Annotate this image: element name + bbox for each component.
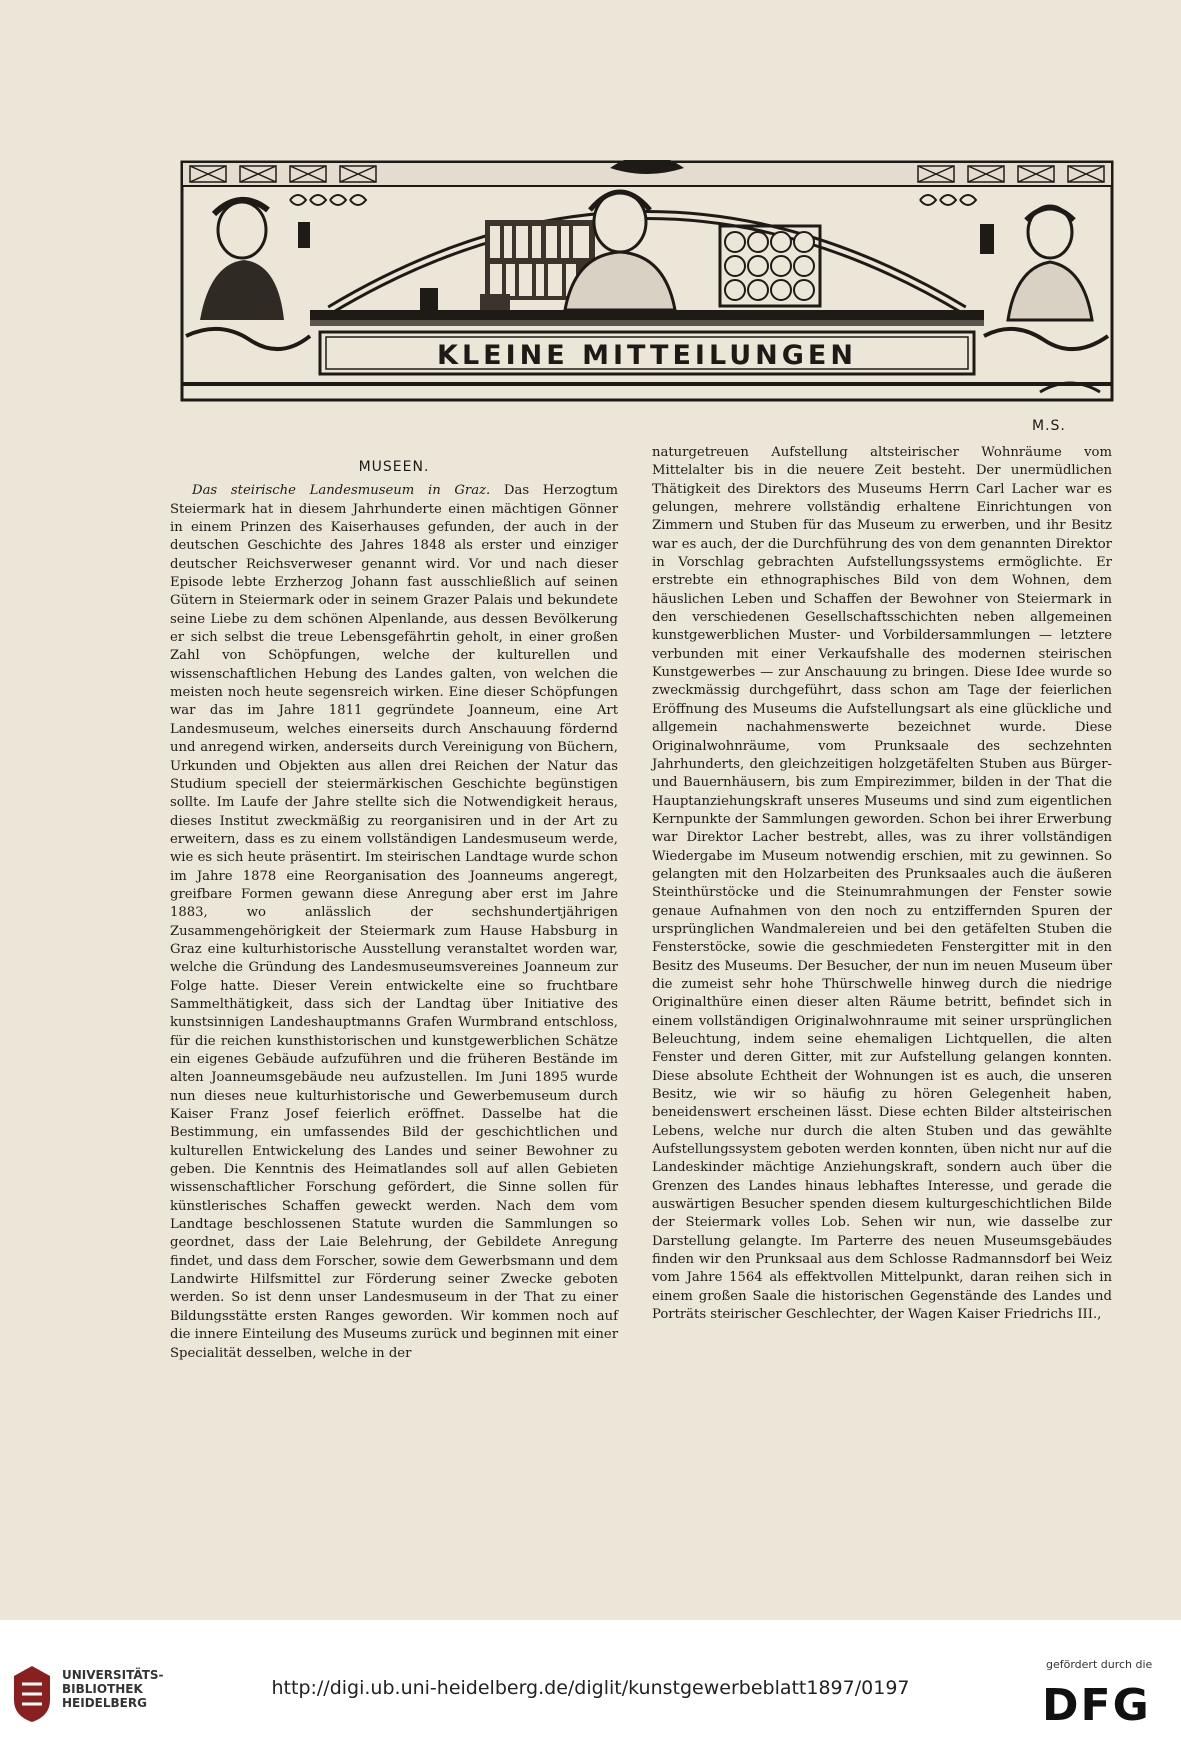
artist-monogram: M.S.	[1032, 418, 1066, 434]
left-column	[170, 446, 618, 1363]
left-column-text	[170, 482, 618, 1363]
left-column-body: Das Herzogtum Steiermark hat in diesem Jahrhunderte einen mächtigen Gönner in einem Prinzen des Kaiserhauses gefunden, der auch in der deutschen Geschichte des Jahres 1848 als erster und einziger deutscher Reichsverweser genannt wird. Vor und nach dieser Episode lebte Erzherzog Johann fast ausschließlich auf seinen Gütern in Steiermark oder in seinem Grazer Palais und bekundete seine Liebe zu dem schönen Alpenlande, aus dessen Bevölkerung er sich selbst die treue Lebensgefährtin geholt, in einer großen Zahl von Schöpfungen, welche der kulturellen und wissenschaftlichen Hebung des Landes galten, von welchen die meisten noch heute segensreich wirken. Eine dieser Schöpfungen war das im Jahre 1811 gegründete Joanneum, eine Art Landesmuseum, welches einerseits durch Anschauung fördernd und anregend wirken, anderseits durch Vereinigung von Büchern, Urkunden und Objekten aus allen drei Reichen der Natur das Studium speciell der steiermärkischen Geschichte begünstigen sollte. Im Laufe der Jahre stellte sich die Notwendigkeit heraus, dieses Institut zweckmäßig zu reorganisiren und in der Art zu erweitern, dass es zu einem vollständigen Landesmuseum werde, wie es sich heute präsentirt. Im steirischen Landtage wurde schon im Jahre 1878 eine Reorganisation des Joanneums angeregt, greifbare Formen gewann diese Anregung aber erst im Jahre 1883, wo anlässlich der sechshundertjährigen Zusammengehörigkeit der Steiermark zum Hause Habsburg in Graz eine kulturhistorische Ausstellung veranstaltet worden war, welche die Gründung des Landesmuseumsvereines Joanneum zur Folge hatte. Dieser Verein entwickelte eine so fruchtbare Sammelthätigkeit, dass sich der Landtag über Initiative des kunstsinnigen Landeshauptmanns Grafen Wurmbrand entschloss, für die reichen kunsthistorischen und kunstgewerblichen Schätze ein eigenes Gebäude aufzuführen und die früheren Bestände im alten Joanneumsgebäude neu aufzustellen. Im Juni 1895 wurde nun dieses neue kulturhistorische und Gewerbemuseum durch Kaiser Franz Josef feierlich eröffnet. Dasselbe hat die Bestimmung, ein umfassendes Bild der geschichtlichen und kulturellen Entwickelung des Landes und seiner Bewohner zu geben. Die Kenntnis des Heimatlandes soll auf allen Gebieten wissenschaftlicher Forschung gefördert, die Sinne sollen für künstlerisches Schaffen geweckt werden. Nach dem vom Landtage beschlossenen Statute wurden die Sammlungen so geordnet, dass der Laie Belehrung, der Gebildete Anregung findet, und dass dem Forscher, sowie dem Gewerbsmann und dem Landwirte Hilfsmittel zur Förderung seiner Zwecke geboten werden. So ist denn unser Landesmuseum in der That zu einer Bildungsstätte ersten Ranges geworden. Wir kommen noch auf die innere Einteilung des Museums zurück und beginnen mit einer Specialität desselben, welche in der	[170, 483, 619, 1361]
right-column-body: naturgetreuen Aufstellung altsteirischer Wohnräume vom Mittelalter bis in die neuere Zeit besteht. Der unermüdlichen Thätigkeit des Direktors des Museums Herrn Carl Lacher war es gelungen, mehrere vollständig erhaltene Einrichtungen von Zimmern und Stuben für das Museum zu erwerben, und ihr Besitz war es auch, der die Durchführung des von dem genannten Direktor in Vorschlag gebrachten Aufstellungssystems ermöglichte. Er erstrebte ein ethnographisches Bild von dem Wohnen, dem häuslichen Leben und Schaffen der Bewohner von Steiermark in den verschiedenen Gesellschaftsschichten neben allgemeinen kunstgewerblichen Muster- und Vorbildersammlungen — letztere verbunden mit einer Verkaufshalle des modernen steirischen Kunstgewerbes — zur Anschauung zu bringen. Diese Idee wurde so zweckmässig durchgeführt, dass schon am Tage der feierlichen Eröffnung des Museums die Aufstellungsart als eine glückliche und allgemein nachahmenswerte bezeichnet wurde. Diese Originalwohnräume, vom Prunksaale des sechzehnten Jahrhunderts, den gleichzeitigen holzgetäfelten Stuben aus Bürger- und Bauernhäusern, bis zum Empirezimmer, bilden in der That die Hauptanziehungskraft unseres Museums und sind zum eigentlichen Kernpunkte der Sammlungen geworden. Schon bei ihrer Erwerbung war Direktor Lacher bestrebt, alles, was zu ihrer vollständigen Wiedergabe im Museum notwendig erschien, mit zu gewinnen. So gelangten mit den Holzarbeiten des Prunksaales auch die äußeren Steinthürstöcke und die Steinumrahmungen der Fenster sowie genaue Aufnahmen von den noch zu entziffernden Spuren der ursprünglichen Wandmalereien und bei den getäfelten Stuben die Fensterstöcke, sowie die geschmiedeten Fenstergitter mit in den Besitz des Museums. Der Besucher, der nun im neuen Museum über die zumeist sehr hohe Thürschwelle hinweg durch die niedrige Originalthüre einen dieser alten Räume betritt, befindet sich in einem vollständigen Originalwohnraume mit seiner ursprünglichen Beleuchtung, indem seine ehemaligen Lichtquellen, die alten Fenster und deren Gitter, mit zur Aufstellung gelangen konnten. Diese absolute Echtheit der Wohnungen ist es auch, die unseren Besitz, wie wir so häufig zu hören Gelegenheit haben, beneidenswert erscheinen lässt. Diese echten Bilder altsteirischen Lebens, welche nur durch die alten Stuben und das gewählte Aufstellungssystem geboten werden konnten, üben nicht nur auf die Landeskinder mächtige Anziehungskraft, sondern auch über die Grenzen des Landes hinaus lebhaftes Interesse, und gerade die auswärtigen Besucher spenden diesem kulturgeschichtlichen Bilde der Steiermark volles Lob. Sehen wir nun, wie dasselbe zur Darstellung gelangte. Im Parterre des neuen Museumsgebäudes finden wir den Prunksaal aus dem Schlosse Radmannsdorf bei Weiz vom Jahre 1564 als effektvollen Mittelpunkt, daran reihen sich in einem großen Saale die historischen Gegenstände des Landes und Porträts steirischer Geschlechter, der Wagen Kaiser Friedrichs III.,	[652, 445, 1112, 1323]
section-heading: MUSEEN.	[358, 459, 430, 475]
dfg-logo: DFG	[1042, 1680, 1151, 1731]
right-column	[652, 444, 1112, 1325]
banner-title: KLEINE MITTEILUNGEN	[437, 340, 857, 371]
source-url[interactable]: http://digi.ub.uni-heidelberg.de/diglit/kunstgewerbeblatt1897/0197	[271, 1677, 910, 1699]
institution-name: UNIVERSITÄTS- BIBLIOTHEK HEIDELBERG	[62, 1668, 164, 1710]
article-title-italic: Das steirische Landesmuseum in Graz.	[192, 483, 491, 499]
header-illustration	[180, 160, 1114, 404]
funding-note: gefördert durch die	[1046, 1658, 1153, 1671]
footer-bar	[0, 1620, 1181, 1755]
